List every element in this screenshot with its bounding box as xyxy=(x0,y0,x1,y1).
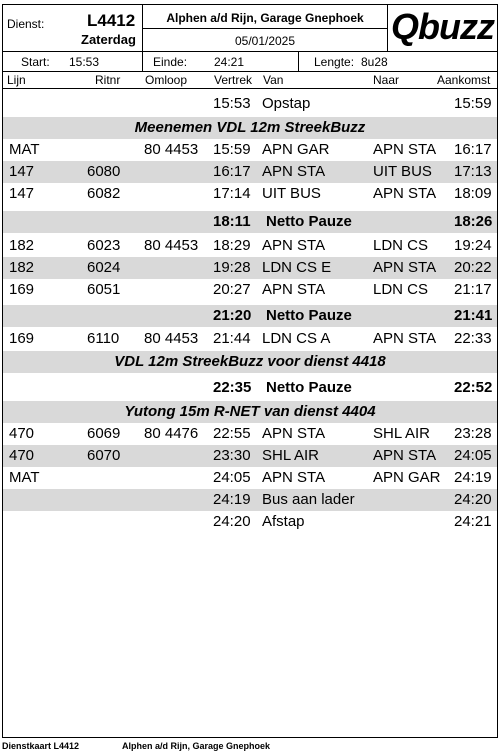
cell-aankomst: 23:28 xyxy=(454,425,492,442)
cell-lijn: 169 xyxy=(9,281,35,298)
cell-naar: APN GAR xyxy=(373,469,441,486)
cell-van: APN STA xyxy=(262,281,326,298)
cell-vertrek: 23:30 xyxy=(213,447,251,464)
lengte-label: Lengte: xyxy=(314,55,355,69)
row-0 xyxy=(3,93,497,115)
cell-ritnr: 6110 xyxy=(87,330,120,347)
day: Zaterdag xyxy=(81,32,136,47)
cell-lijn: 470 xyxy=(9,425,35,442)
row-17 xyxy=(3,489,497,511)
header-divider xyxy=(298,51,299,71)
row-8 xyxy=(3,279,497,301)
cell-aankomst: 18:26 xyxy=(454,213,493,230)
row-18 xyxy=(3,511,497,533)
cell-aankomst: 19:24 xyxy=(454,237,492,254)
cell-van: LDN CS E xyxy=(262,259,332,276)
cell-lijn: 182 xyxy=(9,237,35,254)
footer-dienstkaart: Dienstkaart L4412 xyxy=(2,741,80,751)
cell-vertrek: 21:20 xyxy=(213,307,252,324)
cell-aankomst: 16:17 xyxy=(454,141,492,158)
cell-aankomst: 24:20 xyxy=(454,491,492,508)
cell-vertrek: 19:28 xyxy=(213,259,251,276)
cell-vertrek: 24:05 xyxy=(213,469,251,486)
location: Alphen a/d Rijn, Garage Gnephoek xyxy=(166,11,364,25)
start-time: 15:53 xyxy=(69,55,100,69)
cell-van: APN STA xyxy=(262,163,326,180)
cell-vertrek: 21:44 xyxy=(213,330,251,347)
cell-van: Afstap xyxy=(262,513,305,530)
cell-vertrek: 15:53 xyxy=(213,95,251,112)
cell-van: Opstap xyxy=(262,95,311,112)
cell-naar: LDN CS xyxy=(373,237,429,254)
cell-lijn: 470 xyxy=(9,447,35,464)
row-3 xyxy=(3,161,497,183)
cell-lijn: 169 xyxy=(9,330,35,347)
cell-van: Netto Pauze xyxy=(266,307,352,324)
cell-lijn: 182 xyxy=(9,259,35,276)
section-header: VDL 12m StreekBuzz voor dienst 4418 xyxy=(3,351,497,373)
cell-ritnr: 6069 xyxy=(87,425,121,442)
col-aankomst: Aankomst xyxy=(437,73,491,87)
row-7 xyxy=(3,257,497,279)
cell-aankomst: 18:09 xyxy=(454,185,492,202)
header-divider xyxy=(143,28,387,29)
pause-row-12 xyxy=(3,377,497,399)
row-15 xyxy=(3,445,497,467)
cell-van: Netto Pauze xyxy=(266,213,352,230)
cell-van: APN GAR xyxy=(262,141,330,158)
cell-van: APN STA xyxy=(262,425,326,442)
cell-lijn: 147 xyxy=(9,185,35,202)
header-divider xyxy=(3,71,497,72)
cell-van: APN STA xyxy=(262,469,326,486)
dienst-number: L4412 xyxy=(87,11,136,30)
cell-aankomst: 21:41 xyxy=(454,307,493,324)
einde-label: Einde: xyxy=(153,55,188,69)
cell-naar: APN STA xyxy=(373,259,437,276)
cell-vertrek: 22:35 xyxy=(213,379,252,396)
cell-aankomst: 22:52 xyxy=(454,379,493,396)
cell-ritnr: 6080 xyxy=(87,163,121,180)
pause-row-5 xyxy=(3,211,497,233)
cell-vertrek: 16:17 xyxy=(213,163,251,180)
cell-aankomst: 24:21 xyxy=(454,513,492,530)
row-10 xyxy=(3,328,497,350)
cell-ritnr: 6070 xyxy=(87,447,121,464)
cell-naar: APN STA xyxy=(373,447,437,464)
cell-aankomst: 17:13 xyxy=(454,163,492,180)
cell-ritnr: 6051 xyxy=(87,281,121,298)
dienst-label: Dienst: xyxy=(7,17,45,31)
cell-omloop: 80 4476 xyxy=(144,425,199,442)
cell-naar: APN STA xyxy=(373,330,437,347)
cell-van: SHL AIR xyxy=(262,447,319,464)
section-header: Meenemen VDL 12m StreekBuzz xyxy=(3,117,497,139)
cell-lijn: MAT xyxy=(9,141,40,158)
col-naar: Naar xyxy=(373,73,400,87)
cell-vertrek: 22:55 xyxy=(213,425,251,442)
row-4 xyxy=(3,183,497,205)
col-vertrek: Vertrek xyxy=(214,73,253,87)
col-lijn: Lijn xyxy=(7,73,26,87)
cell-naar: APN STA xyxy=(373,185,437,202)
row-14 xyxy=(3,423,497,445)
row-16 xyxy=(3,467,497,489)
cell-lijn: MAT xyxy=(9,469,40,486)
start-label: Start: xyxy=(21,55,50,69)
header-divider xyxy=(3,51,497,52)
cell-aankomst: 24:19 xyxy=(454,469,492,486)
section-header: Yutong 15m R-NET van dienst 4404 xyxy=(3,401,497,423)
cell-van: UIT BUS xyxy=(262,185,321,202)
cell-naar: APN STA xyxy=(373,141,437,158)
cell-aankomst: 15:59 xyxy=(454,95,492,112)
cell-lijn: 147 xyxy=(9,163,35,180)
col-omloop: Omloop xyxy=(145,73,188,87)
cell-vertrek: 24:20 xyxy=(213,513,251,530)
cell-van: APN STA xyxy=(262,237,326,254)
cell-vertrek: 24:19 xyxy=(213,491,251,508)
column-header-divider xyxy=(3,88,497,89)
cell-naar: SHL AIR xyxy=(373,425,430,442)
cell-omloop: 80 4453 xyxy=(144,141,199,158)
footer-location: Alphen a/d Rijn, Garage Gnephoek xyxy=(122,741,271,751)
cell-van: LDN CS A xyxy=(262,330,331,347)
row-6 xyxy=(3,235,497,257)
row-2 xyxy=(3,139,497,161)
col-van: Van xyxy=(263,73,284,87)
cell-vertrek: 18:29 xyxy=(213,237,251,254)
cell-vertrek: 17:14 xyxy=(213,185,251,202)
cell-van: Bus aan lader xyxy=(262,491,355,508)
pause-row-9 xyxy=(3,305,497,327)
cell-vertrek: 20:27 xyxy=(213,281,251,298)
lengte-value: 8u28 xyxy=(361,55,388,69)
cell-aankomst: 22:33 xyxy=(454,330,492,347)
cell-aankomst: 20:22 xyxy=(454,259,492,276)
duty-card xyxy=(2,4,498,738)
cell-van: Netto Pauze xyxy=(266,379,352,396)
cell-aankomst: 21:17 xyxy=(454,281,492,298)
qbuzz-logo: Qbuzz xyxy=(391,6,494,47)
header-divider xyxy=(387,5,388,51)
cell-ritnr: 6024 xyxy=(87,259,121,276)
cell-naar: UIT BUS xyxy=(373,163,432,180)
cell-aankomst: 24:05 xyxy=(454,447,492,464)
cell-vertrek: 15:59 xyxy=(213,141,251,158)
cell-vertrek: 18:11 xyxy=(213,213,251,230)
date: 05/01/2025 xyxy=(234,34,296,48)
cell-ritnr: 6023 xyxy=(87,237,121,254)
cell-omloop: 80 4453 xyxy=(144,237,199,254)
einde-time: 24:21 xyxy=(214,55,245,69)
cell-naar: LDN CS xyxy=(373,281,429,298)
cell-omloop: 80 4453 xyxy=(144,330,199,347)
cell-ritnr: 6082 xyxy=(87,185,121,202)
col-ritnr: Ritnr xyxy=(95,73,121,87)
